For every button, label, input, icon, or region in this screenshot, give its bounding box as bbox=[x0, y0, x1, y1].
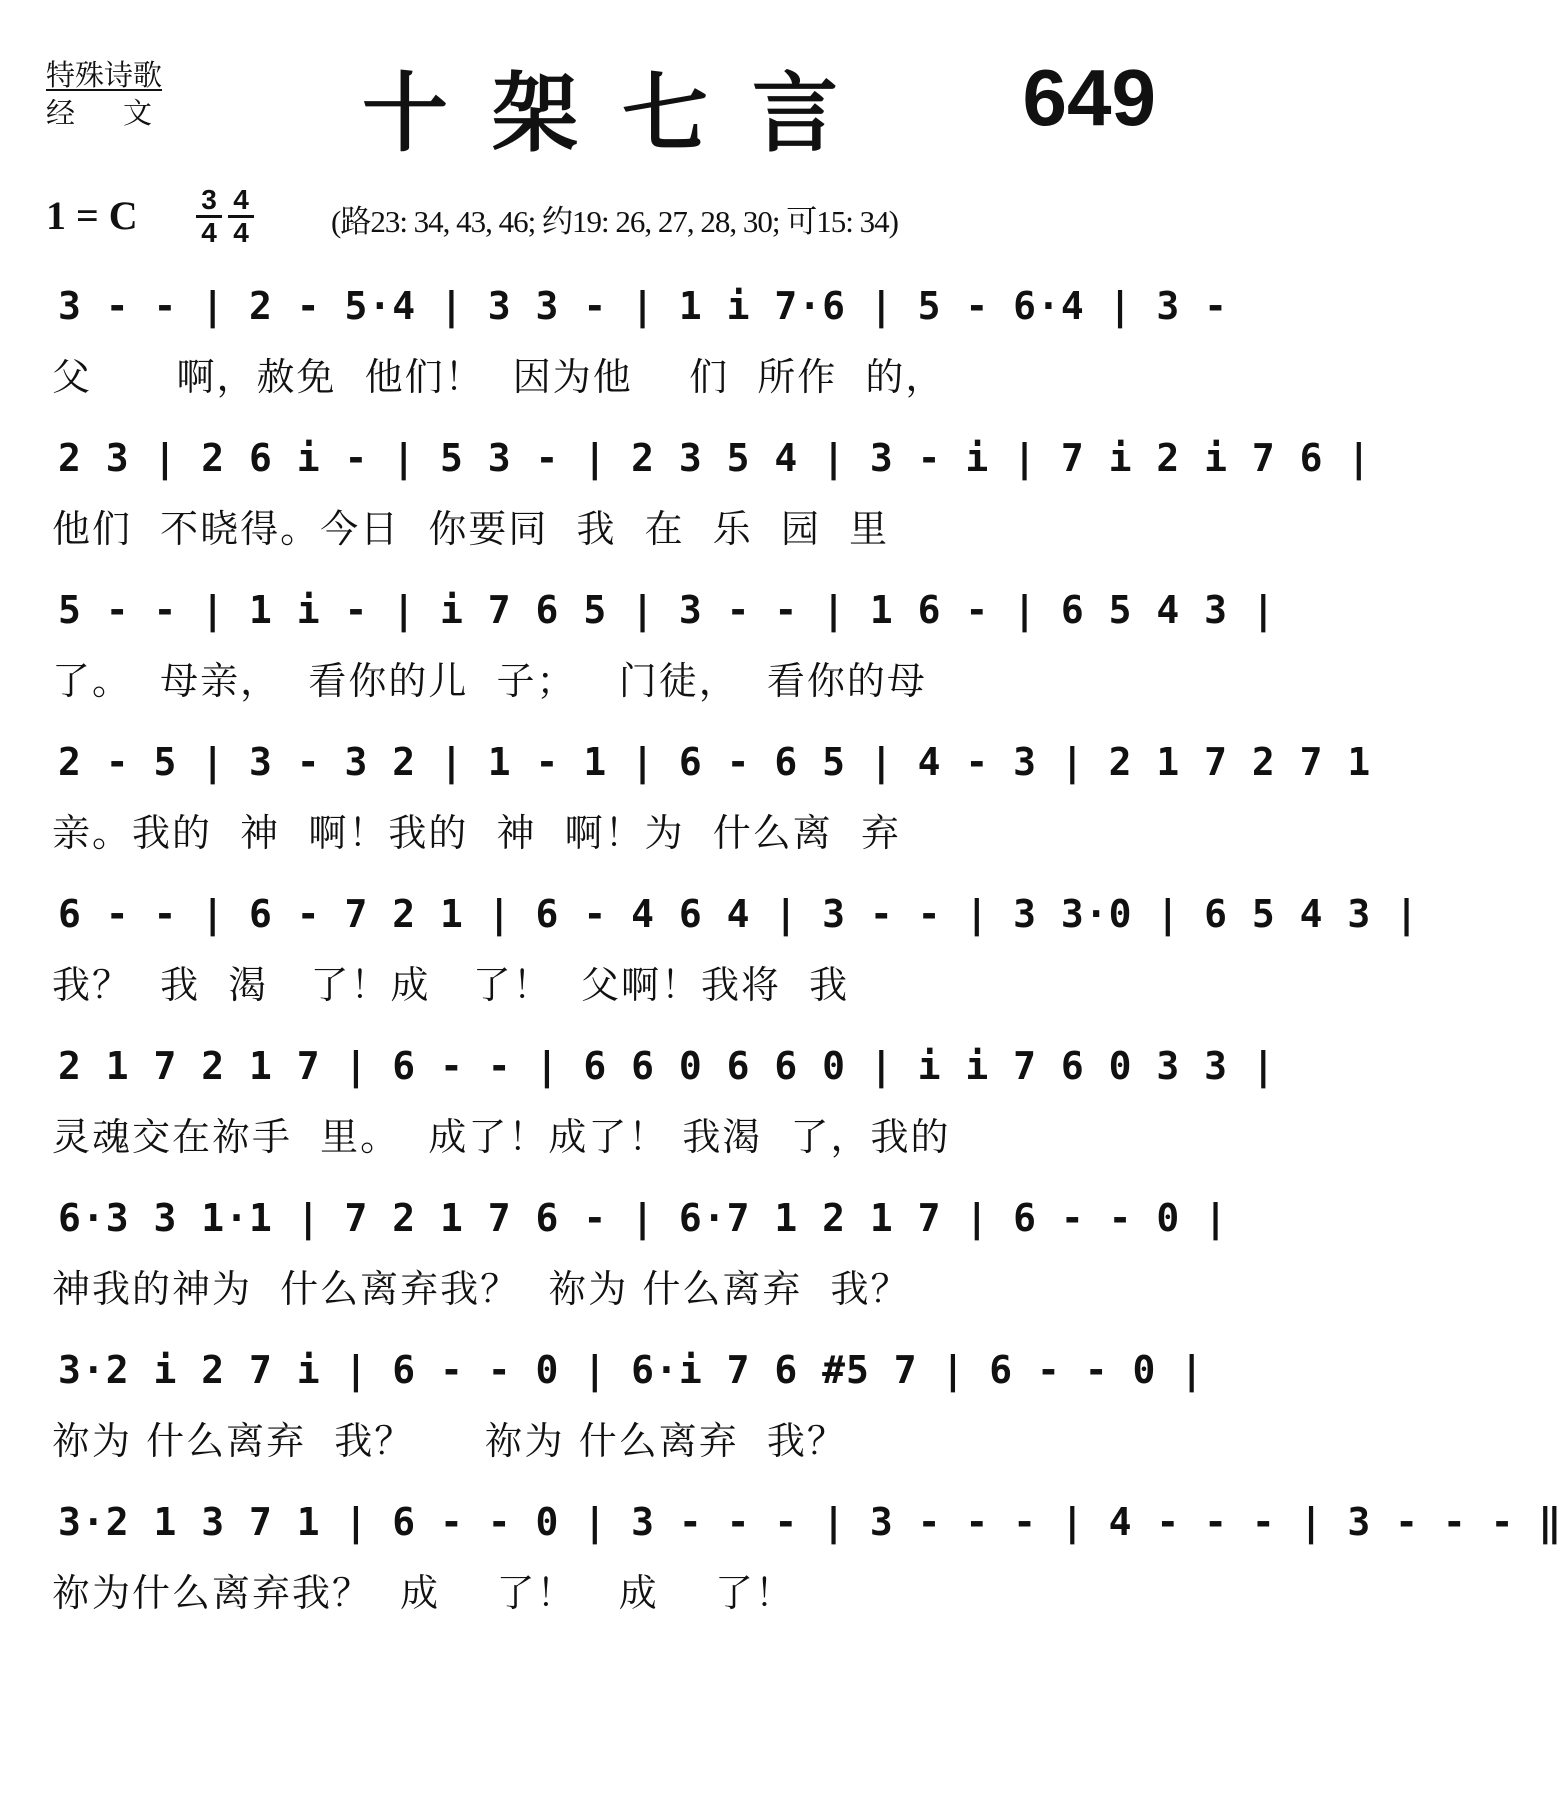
lyrics-line: 灵魂交在祢手 里。 成了！成了！ 我渴 了，我的 bbox=[52, 1115, 951, 1159]
lyrics-line: 祢为 什么离弃 我？ 祢为 什么离弃 我？ bbox=[52, 1419, 847, 1463]
score bbox=[52, 268, 1562, 1636]
notation-line: 2 - 5 | 3 - 3 2 | 1 - 1 | 6 - 6 5 | 4 - 3 | 2 1 7 2 7 1 bbox=[58, 740, 1372, 784]
time-signature-3-4: $\frac{3}{4}$ bbox=[196, 186, 222, 247]
time-signature-4-4: $\frac{4}{4}$ bbox=[228, 186, 254, 247]
lyrics-line: 他们 不晓得。今日 你要同 我 在 乐 园 里 bbox=[52, 507, 890, 551]
lyrics-line: 父 啊，赦免 他们！ 因为他 们 所作 的， bbox=[52, 355, 946, 399]
system-6 bbox=[52, 1028, 1276, 1180]
lyrics-line: 神我的神为 什么离弃我？ 祢为 什么离弃 我？ bbox=[52, 1267, 911, 1311]
lyrics-line: 祢为什么离弃我？ 成 了！ 成 了！ bbox=[52, 1571, 796, 1615]
notation-line: 3·2 i 2 7 i | 6 - - 0 | 6·i 7 6 #5 7 | 6 - - 0 | bbox=[58, 1348, 1205, 1392]
key-signature: 1 = C bbox=[46, 193, 138, 238]
system-2 bbox=[52, 420, 1372, 572]
system-8 bbox=[52, 1332, 1205, 1484]
system-7 bbox=[52, 1180, 1229, 1332]
notation-line: 5 - - | 1 i - | i 7 6 5 | 3 - - | 1 6 - | 6 5 4 3 | bbox=[58, 588, 1276, 632]
notation-line: 6 - - | 6 - 7 2 1 | 6 - 4 6 4 | 3 - - | 3 3·0 | 6 5 4 3 | bbox=[58, 892, 1420, 936]
system-1 bbox=[52, 268, 1229, 420]
category-scripture: 经文 bbox=[46, 96, 201, 130]
system-3 bbox=[52, 572, 1276, 724]
notation-line: 3 - - | 2 - 5·4 | 3 3 - | 1 i 7·6 | 5 - 6·4 | 3 - bbox=[58, 284, 1229, 328]
system-9 bbox=[52, 1484, 1562, 1636]
hymn-title: 十架七言 bbox=[362, 64, 882, 164]
scripture-references: (路23: 34, 43, 46; 约19: 26, 27, 28, 30; 可15: 34) bbox=[331, 204, 898, 239]
system-4 bbox=[52, 724, 1372, 876]
hymn-number: 649 bbox=[1022, 53, 1156, 142]
lyrics-line: 我？ 我 渴 了！成 了！ 父啊！我将 我 bbox=[52, 963, 850, 1007]
notation-line: 2 3 | 2 6 i - | 5 3 - | 2 3 5 4 | 3 - i | 7 i 2 i 7 6 | bbox=[58, 436, 1372, 480]
lyrics-line: 亲。我的 神 啊！我的 神 啊！为 什么离 弃 bbox=[52, 811, 901, 855]
notation-line: 2 1 7 2 1 7 | 6 - - | 6 6 0 6 6 0 | i i 7 6 0 3 3 | bbox=[58, 1044, 1276, 1088]
notation-line: 6·3 3 1·1 | 7 2 1 7 6 - | 6·7 1 2 1 7 | 6 - - 0 | bbox=[58, 1196, 1229, 1240]
lyrics-line: 了。 母亲， 看你的儿 子； 门徒， 看你的母 bbox=[52, 659, 927, 703]
category-special-hymn: 特殊诗歌 bbox=[46, 58, 163, 92]
notation-line: 3·2 1 3 7 1 | 6 - - 0 | 3 - - - | 3 - - - | 4 - - - | 3 - - - ‖ bbox=[58, 1500, 1562, 1544]
score-meta bbox=[46, 186, 1156, 256]
system-5 bbox=[52, 876, 1420, 1028]
